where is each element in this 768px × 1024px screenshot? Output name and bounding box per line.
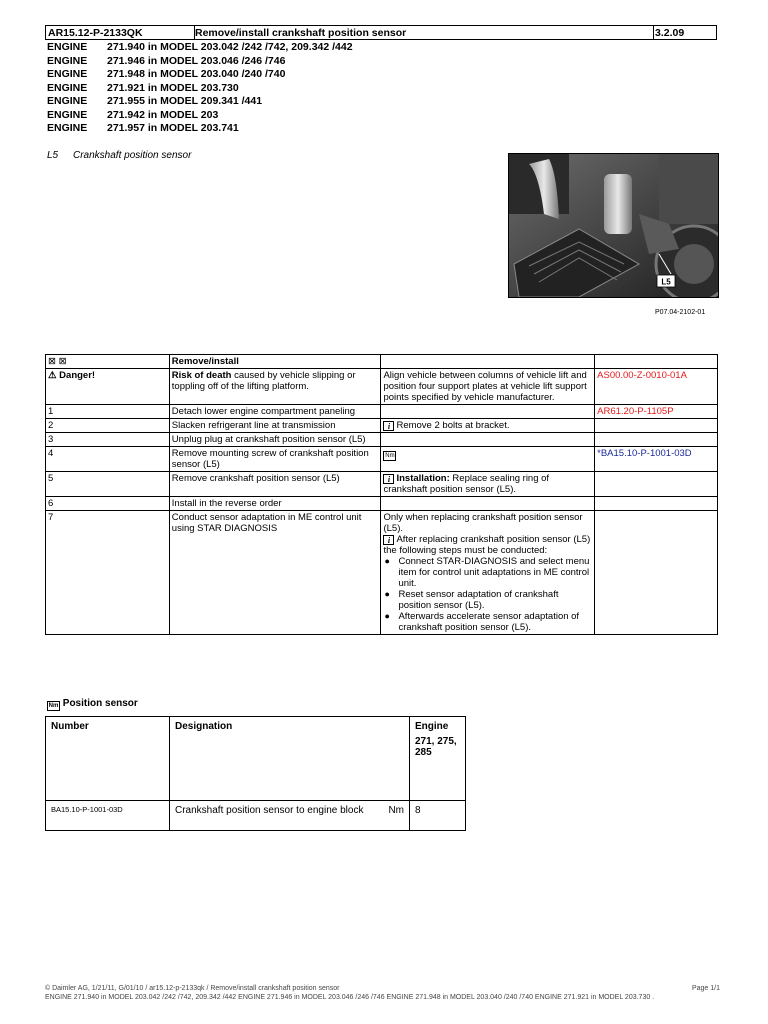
- info-icon: i: [383, 474, 394, 484]
- step-bullets: [383, 556, 592, 633]
- table-row: 7 Conduct sensor adaptation in ME control unit using STAR DIAGNOSIS Only when replacing crankshaft position sensor (L5). i After replacing crankshaft position sensor (L5) the following steps must be conducted: ● Connect STAR-DIAGNOSIS and select menu item for control unit adaptations in ME control unit. ● Reset sensor adaptation of crankshaft position sensor (L5). ● Afterwards accelerate sensor adaptation of crankshaft position sensor (L5).: [46, 511, 718, 635]
- table-row: 2 Slacken refrigerant line at transmission i Remove 2 bolts at bracket.: [46, 419, 718, 433]
- figure-legend: [47, 150, 191, 161]
- procedure-table: [45, 354, 718, 635]
- engine-line: ENGINE 271.921 in MODEL 203.730: [47, 81, 239, 94]
- table-row: 4 Remove mounting screw of crankshaft position sensor (L5) Nm *BA15.10-P-1001-03D: [46, 447, 718, 472]
- position-sensor-heading: Nm Position sensor: [48, 698, 138, 709]
- position-sensor-table: [45, 716, 466, 831]
- header-title: Remove/install: [169, 355, 381, 369]
- engine-line: ENGINE 271.942 in MODEL 203: [47, 108, 219, 121]
- warning-triangle-icon: ⚠: [48, 370, 57, 381]
- document-code: AR15.12-P-2133QK: [46, 26, 195, 39]
- page-footer: © Daimler AG, 1/21/11, G/01/10 / ar15.12-p-2133qk / Remove/install crankshaft position sensor Page 1/1 ENGINE 271.940 in MODEL 203.042 /242 /742, 209.342 /442 ENGINE 271.946 in MODEL 203.046 /246 /746 ENGINE 271.948 in MODEL 203.040 /240 /740 ENGINE 271.921 in MODEL 203.730 .: [45, 985, 720, 1001]
- table-row: 5 Remove crankshaft position sensor (L5) i Installation: Replace sealing ring of crankshaft position sensor (L5).: [46, 472, 718, 497]
- danger-action: Align vehicle between columns of vehicle lift and position four support plates at vehicle lift support points specified by vehicle manufacturer.: [381, 369, 595, 405]
- engine-illustration: [509, 154, 718, 297]
- document-version: 3.2.09: [655, 27, 685, 39]
- table-header-row: Number Designation Engine 271, 275, 285: [46, 717, 466, 801]
- figure-caption: P07.04-2102-01: [655, 309, 706, 316]
- info-icon: i: [383, 535, 394, 545]
- engine-line: ENGINE 271.940 in MODEL 203.042 /242 /742, 209.342 /442: [47, 41, 353, 53]
- legend-text: Crankshaft position sensor: [73, 150, 192, 161]
- table-row: 6 Install in the reverse order: [46, 497, 718, 511]
- ref-link[interactable]: AR61.20-P-1105P: [595, 405, 718, 419]
- danger-row: ⚠ Danger! Risk of death caused by vehicle slipping or toppling off of the lifting platform. Align vehicle between columns of vehicle lift and position four support plates at vehicle lift support points specified by vehicle manufacturer. AS00.00-Z-0010-01A: [46, 369, 718, 405]
- engine-line: ENGINE 271.946 in MODEL 203.046 /246 /746: [47, 54, 286, 67]
- page-number: Page 1/1: [691, 985, 720, 992]
- table-row: 1 Detach lower engine compartment paneling AR61.20-P-1105P: [46, 405, 718, 419]
- torque-icon: Nm: [385, 453, 395, 459]
- header-icons: ⊠ ⊠: [46, 355, 170, 369]
- list-item: ● Reset sensor adaptation of crankshaft position sensor (L5).: [383, 589, 592, 611]
- torque-icon: Nm: [48, 703, 59, 709]
- table-header-row: [46, 355, 718, 369]
- engine-line: ENGINE 271.948 in MODEL 203.040 /240 /740: [47, 68, 286, 80]
- document-header: [45, 25, 717, 40]
- engine-photo: [508, 153, 719, 298]
- engine-line: ENGINE 271.957 in MODEL 203.741: [47, 122, 239, 134]
- document-title: Remove/install crankshaft position sensor: [193, 26, 654, 39]
- table-row: 3 Unplug plug at crankshaft position sensor (L5): [46, 433, 718, 447]
- engine-list: [47, 41, 353, 136]
- engine-line: ENGINE 271.955 in MODEL 209.341 /441: [47, 95, 263, 107]
- list-item: ● Connect STAR-DIAGNOSIS and select menu item for control unit adaptations in ME control unit.: [383, 556, 592, 589]
- danger-risk-bold: Risk of death: [171, 370, 232, 381]
- list-item: ● Afterwards accelerate sensor adaptation of crankshaft position sensor (L5).: [383, 611, 592, 633]
- legend-key: L5: [47, 150, 59, 161]
- danger-ref-link[interactable]: AS00.00-Z-0010-01A: [595, 369, 718, 405]
- table-row: BA15.10-P-1001-03D Crankshaft position sensor to engine block Nm 8: [46, 801, 466, 831]
- ref-link[interactable]: *BA15.10-P-1001-03D: [595, 447, 718, 472]
- danger-label: Danger!: [59, 370, 96, 381]
- figure-callout: L5: [661, 277, 671, 287]
- info-icon: i: [383, 421, 394, 431]
